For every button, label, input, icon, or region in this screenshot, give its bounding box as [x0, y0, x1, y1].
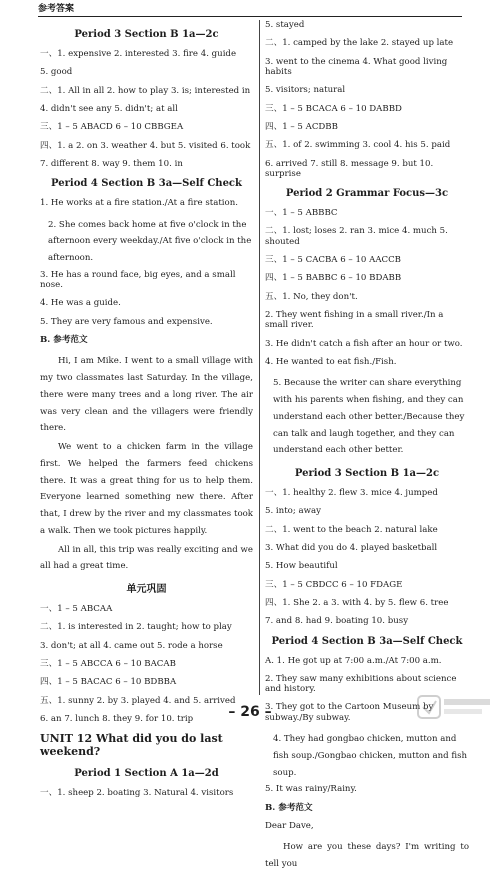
right-p2-item5: 5. Because the writer can share everything with his parents when fishing, and they can understand each other better./Because they can talk and laugh together, and they can understand each other better. — [273, 378, 465, 456]
right-p3-line: 二、1. went to the beach 2. natural lake — [265, 524, 438, 535]
left-p3-line: 一、1. expensive 2. interested 3. fire 4. guide — [40, 49, 237, 59]
unit12-title: UNIT 12 What did you do last weekend? — [40, 732, 223, 759]
left-p3-line: 二、1. All in all 2. how to play 3. is; interested in — [40, 85, 251, 96]
right-p4-b-label: B. 参考范文 — [265, 802, 313, 813]
left-p3-line: 四、1. a 2. on 3. weather 4. but 5. visited 6. took — [40, 140, 251, 151]
right-p2-line: 4. He wanted to eat fish./Fish. — [265, 356, 397, 367]
right-p2-line: 四、1 – 5 BABBC 6 – 10 BDABB — [265, 273, 402, 284]
essay-paragraph: We went to a chicken farm in the village first. We helped the farmers feed chickens there. It was a great thing for us to help them. Everyone learned something new there. After that, I drew by the river and my classmates took a walk. Then we took pictures happily. — [40, 442, 253, 536]
right-top-line: 五、1. of 2. swimming 3. cool 4. his 5. paid — [265, 140, 451, 151]
right-top-line: 二、1. camped by the lake 2. stayed up late — [265, 38, 454, 49]
right-p4-a2: 2. They saw many exhibitions about science and history. — [265, 673, 457, 695]
letter-greeting: Dear Dave, — [265, 820, 314, 831]
left-p4-a5: 5. They are very famous and expensive. — [40, 316, 213, 327]
left-p4-a4: 4. He was a guide. — [40, 298, 121, 309]
right-top-line: 5. visitors; natural — [265, 85, 346, 96]
review-line: 6. an 7. lunch 8. they 9. for 10. trip — [40, 713, 194, 724]
left-p4-a1: 1. He works at a fire station./At a fire station. — [40, 198, 238, 209]
column-divider — [259, 20, 260, 695]
right-p3-line: 5. into; away — [265, 506, 321, 517]
right-p4-a1: A. 1. He got up at 7:00 a.m./At 7:00 a.m. — [265, 655, 442, 666]
review-line: 五、1. sunny 2. by 3. played 4. and 5. arrived — [40, 695, 236, 706]
right-p2-line: 二、1. lost; loses 2. ran 3. mice 4. much 5. shouted — [265, 226, 448, 247]
right-top-line: 四、1 – 5 ACDBB — [265, 121, 338, 132]
right-p4-a3: 3. They got to the Cartoon Museum by subway./By subway. — [265, 702, 434, 723]
watermark-logo — [416, 693, 494, 723]
review-line: 3. don't; at all 4. came out 5. rode a horse — [40, 640, 223, 651]
left-period4-title: Period 4 Section B 3a—Self Check — [51, 178, 242, 190]
right-p3-line: 3. What did you do 4. played basketball — [265, 542, 438, 553]
essay-paragraph: All in all, this trip was really exciting and we all had a great time. — [40, 544, 253, 572]
answer-key-header: 参考答案 — [38, 4, 75, 14]
right-p3-line: 四、1. She 2. a 3. with 4. by 5. flew 6. tree — [265, 597, 449, 608]
u12-p1-line: 一、1. sheep 2. boating 3. Natural 4. visitors — [40, 787, 234, 798]
right-p3-line: 7. and 8. had 9. boating 10. busy — [265, 616, 409, 627]
header-rule — [38, 16, 462, 17]
review-line: 三、1 – 5 ABCCA 6 – 10 BACAB — [40, 659, 176, 669]
left-p3-line: 三、1 – 5 ABACD 6 – 10 CBBGEA — [40, 122, 184, 133]
review-line: 一、1 – 5 ABCAA — [40, 604, 113, 615]
right-top-line: 3. went to the cinema 4. What good living habits — [265, 56, 448, 77]
letter-start: How are you these days? I'm writing to tell you — [265, 842, 469, 869]
left-p4-a3: 3. He has a round face, big eyes, and a small nose. — [40, 269, 236, 291]
review-line: 二、1. is interested in 2. taught; how to play — [40, 622, 232, 633]
right-p2-line: 五、1. No, they don't. — [265, 291, 358, 302]
essay-paragraph: Hi, I am Mike. I went to a small village with my two classmates last Saturday. In the village, there were many trees and a long river. The air was very clean and the villagers were friendly there. — [40, 356, 253, 434]
right-column — [265, 20, 469, 869]
left-p4-a2: 2. She comes back home at five o'clock in the afternoon every weekday./At five o'clock in the afternoon. — [48, 219, 252, 263]
page-number: – 26 – — [228, 704, 272, 721]
review-line: 四、1 – 5 BACAC 6 – 10 BDBBA — [40, 677, 177, 688]
right-p4-a5: 5. It was rainy/Rainy. — [265, 784, 357, 795]
left-p3-line: 7. different 8. way 9. them 10. in — [40, 158, 183, 169]
right-p2-line: 三、1 – 5 CACBA 6 – 10 AACCB — [265, 255, 401, 266]
right-p2-line: 2. They went fishing in a small river./In a small river. — [265, 310, 444, 331]
right-p3-line: 5. How beautiful — [265, 561, 338, 572]
left-period3-title: Period 3 Section B 1a—2c — [74, 29, 219, 40]
right-p4-a4: 4. They had gongbao chicken, mutton and fish soup./Gongbao chicken, mutton and fish soup. — [273, 734, 468, 778]
right-p2-line: 3. He didn't catch a fish after an hour or two. — [265, 338, 463, 349]
right-p3-line: 一、1. healthy 2. flew 3. mice 4. jumped — [265, 488, 438, 498]
left-p4-b-label: B. 参考范文 — [40, 335, 88, 345]
left-p3-line: 4. didn't see any 5. didn't; at all — [40, 103, 178, 114]
u12-period1-title: Period 1 Section A 1a—2d — [74, 767, 219, 779]
right-p3-line: 三、1 – 5 CBDCC 6 – 10 FDAGE — [265, 579, 403, 590]
unit-review-title: 单元巩固 — [126, 584, 167, 596]
right-p2-line: 一、1 – 5 ABBBC — [265, 208, 338, 219]
right-top-line: 5. stayed — [265, 20, 305, 30]
right-period2-title: Period 2 Grammar Focus—3c — [285, 188, 449, 200]
right-period3-title: Period 3 Section B 1a—2c — [294, 468, 440, 479]
left-p3-line: 5. good — [40, 67, 73, 78]
right-top-line: 三、1 – 5 BCACA 6 – 10 DABBD — [265, 103, 402, 114]
right-top-line: 6. arrived 7. still 8. message 9. but 10. surprise — [265, 158, 434, 179]
right-period4-title: Period 4 Section B 3a—Self Check — [271, 635, 463, 647]
